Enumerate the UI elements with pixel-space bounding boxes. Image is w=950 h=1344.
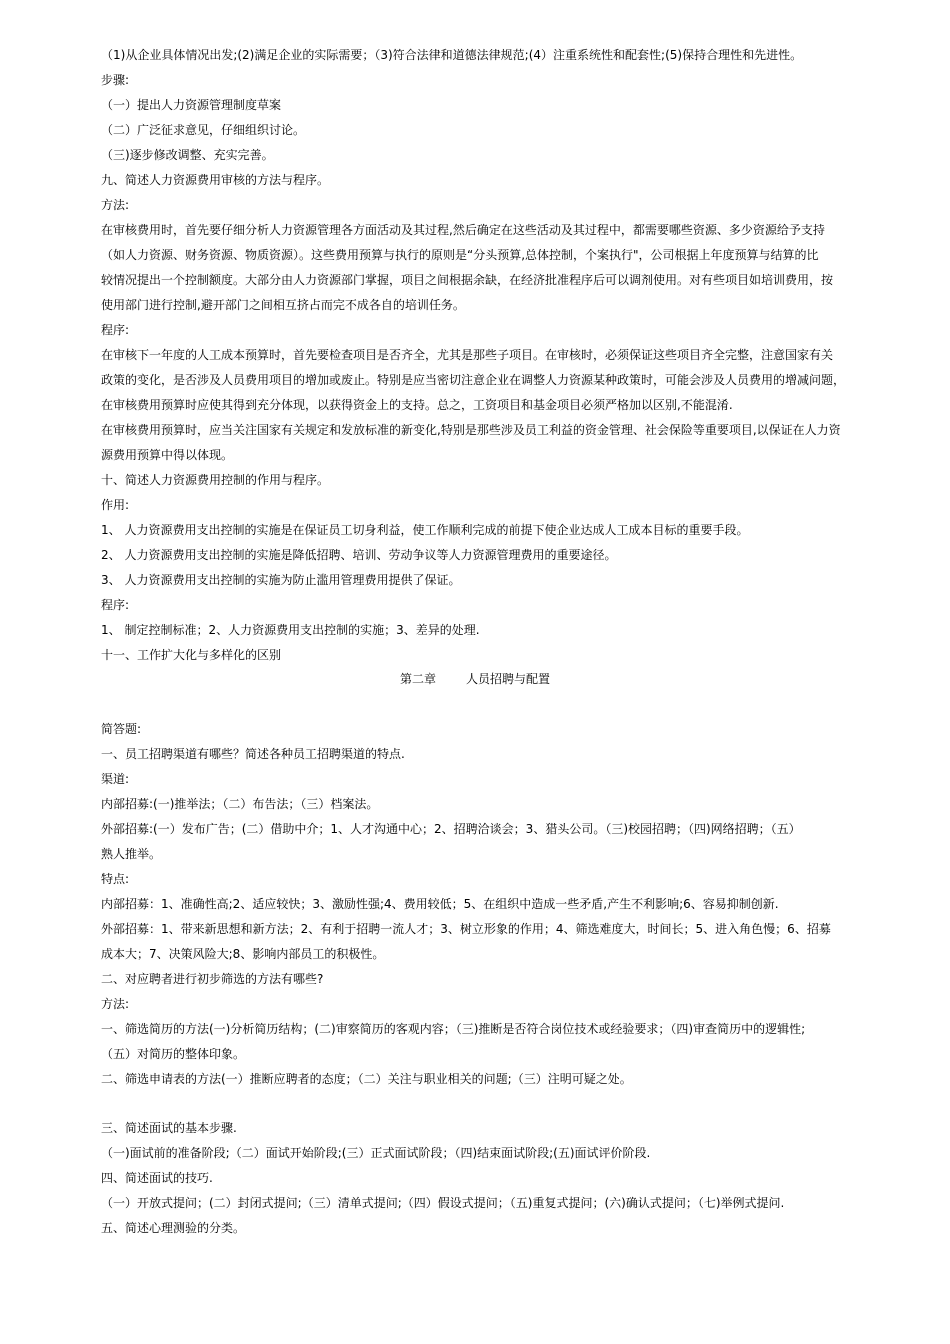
text-line: 外部招募:(一）发布广告；(二）借助中介；1、人才沟通中心；2、招聘洽谈会；3、猎头公司。（三)校园招聘；（四)网络招聘；（五） <box>101 822 801 836</box>
text-line: 十一、工作扩大化与多样化的区别 <box>101 648 282 662</box>
text-line: 十、简述人力资源费用控制的作用与程序。 <box>101 473 330 487</box>
text-line: （如人力资源、财务资源、物质资源）。这些费用预算与执行的原则是“分头预算,总体控制，个案执行"，公司根据上年度预算与结算的比 <box>101 248 819 262</box>
text-line: （一）开放式提问；(二）封闭式提问;（三）清单式提问;（四）假设式提问；（五)重复式提问；(六)确认式提问；（七)举例式提问. <box>101 1196 785 1210</box>
text-line: 一、筛选简历的方法(一)分析简历结构；(二)审察简历的客观内容；（三)推断是否符合岗位技术或经验要求；（四)审查简历中的逻辑性; <box>101 1022 806 1036</box>
text-line: 熟人推举。 <box>101 847 162 861</box>
text-line: 三、简述面试的基本步骤. <box>101 1121 237 1135</box>
text-line: 内部招募：1、准确性高;2、适应较快；3、激励性强;4、费用较低；5、在组织中造成一些矛盾,产生不利影响;6、容易抑制创新. <box>101 897 779 911</box>
text-line: 1、 人力资源费用支出控制的实施是在保证员工切身利益，使工作顺利完成的前提下使企业达成人工成本目标的重要手段。 <box>101 523 749 537</box>
text-line: （三)逐步修改调整、充实完善。 <box>101 148 274 162</box>
text-line: 二、筛选申请表的方法(一）推断应聘者的态度；（二）关注与职业相关的问题;（三）注明可疑之处。 <box>101 1072 632 1086</box>
text-line: （1)从企业具体情况出发;(2)满足企业的实际需要；（3)符合法律和道德法律规范;(4）注重系统性和配套性;(5)保持合理性和先进性。 <box>101 48 803 62</box>
chapter-title: 人员招聘与配置 <box>466 672 551 686</box>
text-line: 渠道: <box>101 772 130 786</box>
text-line: （一）提出人力资源管理制度草案 <box>101 98 282 112</box>
text-line: 内部招募:(一)推举法；（二）布告法；（三）档案法。 <box>101 797 379 811</box>
text-line: 一、员工招聘渠道有哪些？简述各种员工招聘渠道的特点. <box>101 747 405 761</box>
text-line: 较情况提出一个控制额度。大部分由人力资源部门掌握，项目之间根据余缺，在经济批准程序后可以调剂使用。对有些项目如培训费用，按 <box>101 273 834 287</box>
text-line: 2、 人力资源费用支出控制的实施是降低招聘、培训、劳动争议等人力资源管理费用的重要途径。 <box>101 548 617 562</box>
text-line: 在审核下一年度的人工成本预算时，首先要检查项目是否齐全，尤其是那些子项目。在审核时，必须保证这些项目齐全完整，注意国家有关 <box>101 348 834 362</box>
text-line: 成本大；7、决策风险大;8、影响内部员工的积极性。 <box>101 947 385 961</box>
text-line: 使用部门进行控制,避开部门之间相互挤占而完不成各自的培训任务。 <box>101 298 465 312</box>
text-line: 二、对应聘者进行初步筛选的方法有哪些? <box>101 972 324 986</box>
text-line: 程序: <box>101 598 130 612</box>
text-line: 在审核费用预算时应使其得到充分体现，以获得资金上的支持。总之，工资项目和基金项目必须严格加以区别,不能混淆. <box>101 398 733 412</box>
text-line: 外部招募：1、带来新思想和新方法；2、有利于招聘一流人才；3、树立形象的作用；4、筛选难度大，时间长；5、进入角色慢；6、招募 <box>101 922 831 936</box>
text-line: 方法: <box>101 198 130 212</box>
text-line: 作用: <box>101 498 130 512</box>
text-line: （一)面试前的准备阶段;（二）面试开始阶段;(三）正式面试阶段；（四)结束面试阶段;(五)面试评价阶段. <box>101 1146 651 1160</box>
text-line: 程序: <box>101 323 130 337</box>
text-line: （二）广泛征求意见，仔细组织讨论。 <box>101 123 306 137</box>
text-line: 步骤: <box>101 73 130 87</box>
text-line: （五）对简历的整体印象。 <box>101 1047 246 1061</box>
text-line: 特点: <box>101 872 130 886</box>
text-line: 方法: <box>101 997 130 1011</box>
text-line: 1、 制定控制标准；2、人力资源费用支出控制的实施；3、差异的处理. <box>101 623 480 637</box>
text-line: 3、 人力资源费用支出控制的实施为防止滥用管理费用提供了保证。 <box>101 573 461 587</box>
chapter-number: 第二章 <box>399 672 436 686</box>
text-line: 在审核费用时，首先要仔细分析人力资源管理各方面活动及其过程,然后确定在这些活动及其过程中，都需要哪些资源、多少资源给予支持 <box>101 223 825 237</box>
text-line: 在审核费用预算时，应当关注国家有关规定和发放标准的新变化,特别是那些涉及员工利益的资金管理、社会保险等重要项目,以保证在人力资 <box>101 423 841 437</box>
text-line: 四、简述面试的技巧. <box>101 1171 213 1185</box>
text-line: 五、简述心理测验的分类。 <box>101 1221 246 1235</box>
text-line: 简答题: <box>101 722 142 736</box>
text-line: 源费用预算中得以体现。 <box>101 448 234 462</box>
text-line: 政策的变化，是否涉及人员费用项目的增加或废止。特别是应当密切注意企业在调整人力资源某种政策时，可能会涉及人员费用的增减问题， <box>101 373 846 387</box>
chapter-heading <box>0 671 950 687</box>
text-line: 九、简述人力资源费用审核的方法与程序。 <box>101 173 330 187</box>
